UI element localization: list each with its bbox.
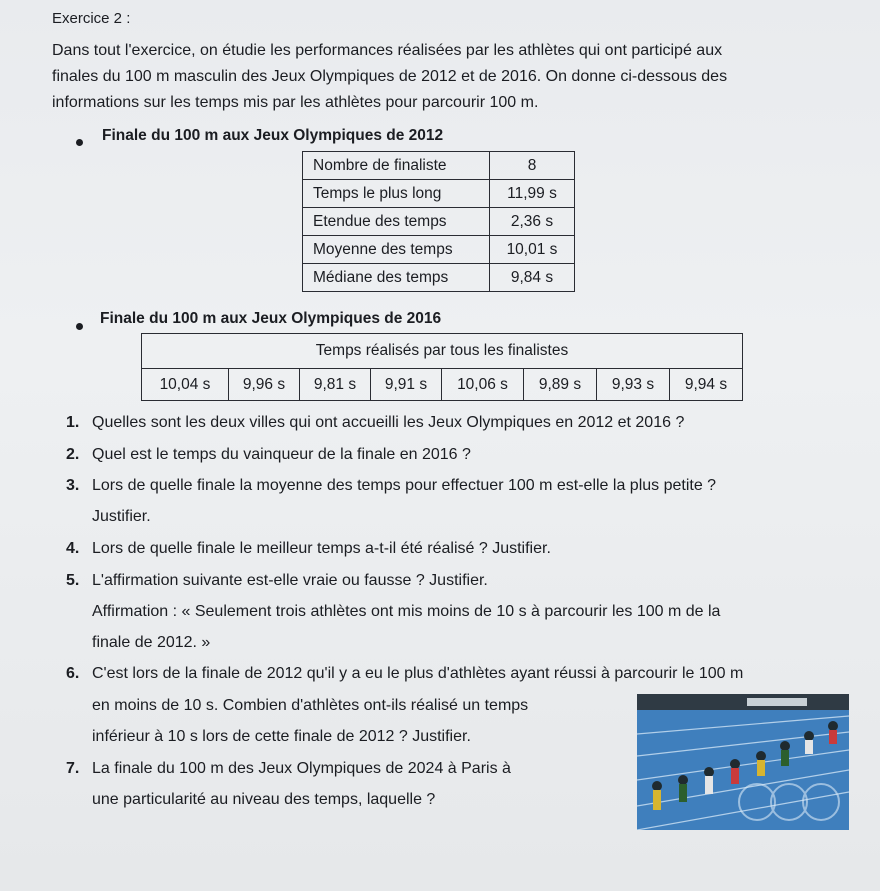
table-2016 (141, 333, 743, 401)
time-cell: 10,06 s (442, 369, 524, 401)
time-cell: 9,81 s (300, 369, 371, 401)
row-value: 8 (490, 152, 575, 180)
table-header-row (142, 334, 743, 369)
question-text: L'affirmation suivante est-elle vraie ou fausse ? Justifier. (92, 572, 488, 589)
question-number: 7. (66, 760, 80, 777)
intro-line: Dans tout l'exercice, on étudie les performances réalisées par les athlètes qui ont participé aux (52, 42, 723, 59)
time-cell: 9,89 s (524, 369, 597, 401)
table-row (303, 208, 575, 236)
time-cell: 9,96 s (229, 369, 300, 401)
row-label: Etendue des temps (303, 208, 490, 236)
table-row (303, 236, 575, 264)
question-text: C'est lors de la finale de 2012 qu'il y a eu le plus d'athlètes ayant réussi à parcourir le 100 m (92, 665, 744, 682)
question-text: Quelles sont les deux villes qui ont accueilli les Jeux Olympiques en 2012 et 2016 ? (92, 414, 685, 431)
row-label: Nombre de finaliste (303, 152, 490, 180)
row-value: 9,84 s (490, 264, 575, 292)
row-value: 11,99 s (490, 180, 575, 208)
question-text: Lors de quelle finale la moyenne des temps pour effectuer 100 m est-elle la plus petite ? (92, 477, 717, 494)
time-cell: 9,91 s (371, 369, 442, 401)
question-number: 4. (66, 540, 80, 557)
question-text: Affirmation : « Seulement trois athlètes ont mis moins de 10 s à parcourir les 100 m de la (92, 603, 721, 620)
table-row (303, 264, 575, 292)
row-label: Temps le plus long (303, 180, 490, 208)
table-row (303, 180, 575, 208)
sprint-race-photo (637, 694, 849, 830)
row-value: 10,01 s (490, 236, 575, 264)
row-label: Moyenne des temps (303, 236, 490, 264)
heading-2016: Finale du 100 m aux Jeux Olympiques de 2016 (100, 310, 442, 327)
row-value: 2,36 s (490, 208, 575, 236)
exercise-title: Exercice 2 : (52, 10, 131, 27)
time-cell: 9,93 s (597, 369, 670, 401)
question-number: 2. (66, 446, 80, 463)
question-text: Lors de quelle finale le meilleur temps a-t-il été réalisé ? Justifier. (92, 540, 551, 557)
table-header: Temps réalisés par tous les finalistes (142, 334, 743, 369)
table-2012 (302, 151, 575, 292)
question-text: Quel est le temps du vainqueur de la finale en 2016 ? (92, 446, 471, 463)
question-number: 5. (66, 572, 80, 589)
question-text: une particularité au niveau des temps, laquelle ? (92, 791, 436, 808)
question-number: 6. (66, 665, 80, 682)
question-text: finale de 2012. » (92, 634, 211, 651)
sprint-race-image (637, 694, 849, 830)
question-text: La finale du 100 m des Jeux Olympiques de 2024 à Paris à (92, 760, 511, 777)
bullet-icon (76, 139, 83, 146)
intro-paragraph (52, 38, 812, 116)
table-row (303, 152, 575, 180)
time-cell: 9,94 s (670, 369, 743, 401)
row-label: Médiane des temps (303, 264, 490, 292)
intro-line: informations sur les temps mis par les athlètes pour parcourir 100 m. (52, 94, 539, 111)
question-number: 1. (66, 414, 80, 431)
time-cell: 10,04 s (142, 369, 229, 401)
bullet-icon (76, 323, 83, 330)
question-text: en moins de 10 s. Combien d'athlètes ont-ils réalisé un temps (92, 697, 529, 714)
question-number: 3. (66, 477, 80, 494)
question-text: Justifier. (92, 508, 151, 525)
question-text: inférieur à 10 s lors de cette finale de 2012 ? Justifier. (92, 728, 471, 745)
intro-line: finales du 100 m masculin des Jeux Olympiques de 2012 et de 2016. On donne ci-dessous des (52, 68, 728, 85)
heading-2012: Finale du 100 m aux Jeux Olympiques de 2012 (102, 127, 444, 144)
table-row (142, 369, 743, 401)
